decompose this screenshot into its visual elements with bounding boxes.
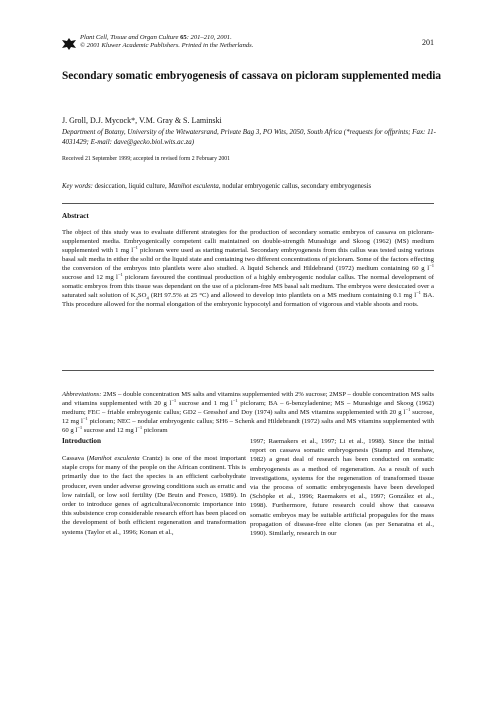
page-number: 201 [422,38,434,47]
abbreviations-label: Abbreviations: [62,391,102,398]
keywords-label: Key words: [62,183,93,190]
keywords-text-2: , nodular embryogenic callus, secondary embryogenesis [218,183,372,190]
publisher-logo-icon [62,38,76,50]
keywords-text: desiccation, liquid culture, [92,183,169,190]
divider-top [62,203,434,204]
journal-name: Plant Cell, Tissue and Organ Culture [80,34,179,41]
article-title: Secondary somatic embryogenesis of cassava on picloram supplemented media [62,70,442,82]
journal-pages: : 201–210, 2001. [186,34,232,41]
abstract-text: The object of this study was to evaluate different strategies for the production of secondary somatic embryos of cassava on picloram-supplemented media. Embryogenically competent calli maintained on double-strength Murashige and Skoog (1962) (MS) medium supplemented with 1 mg $l^{-1}$ picloram were used as starting material. Secondary embryogenesis from this callus was tested using various basal salt media in either the solid or the liquid state and containing two different concentrations of picloram. Some of the factors effecting the conversion of the embryos into plantlets were also studied. A liquid Schenck and Hildebrand (1972) medium containing 60 g $l^{-1}$ sucrose and 12 mg $l^{-1}$ picloram favoured the continual production of a highly embryogenic nodular callus. The normal development of somatic embryos from this tissue was dependant on the use of a picloram-free MS basal salt medium. The embryos were desiccated over a saturated salt solution of $K_2SO_4$ (RH 97.5% at 25 °C) and allowed to develop into plantlets on a MS medium containing 0.1 mg $l^{-1}$ BA. This procedure allowed for the normal elongation of the embryonic hypocotyl and formation of vigorous and viable shoots and roots. [62,229,434,309]
divider-bottom [62,370,434,371]
abbreviations: Abbreviations: 2MS – double concentration MS salts and vitamins supplemented with 2% sucrose; 2MSP – double concentration MS salts and vitamins supplemented with 20 g $l^{-1}$ sucrose and 1 mg $l^{-1}$ picloram; BA – 6-benzyladenine; MS – Murashige and Skoog (1962) medium; FEC – friable embryogenic callus; GD2 – Gresshof and Doy (1974) salts and MS vitamins supplemented with 20 g $l^{-1}$ sucrose, 12 mg $l^{-1}$ picloram; NEC – nodular embryogenic callus; SH6 – Schenk and Hildebrandt (1972) salts and MS vitamins supplemented with 60 g $l^{-1}$ sucrose and 12 mg $l^{-1}$ picloram [62,391,434,435]
keywords [62,182,442,191]
introduction-column-right: 1997; Raemakers et al., 1997; Li et al., 1998). Since the initial report on cassava somatic embryogenesis (Stamp and Henshaw, 1982) a great deal of research has been conducted on somatic embryogenesis as a method of regeneration. As a result of such investigations, systems for the regeneration of transformed tissue via the process of somatic embryogenesis have been developed (Schöpke et al., 1996; Raemakers et al., 1997; González et al., 1998). Furthermore, future research could show that cassava somatic embryos may be suitable artificial propagules for the mass propagation of disease-free elite clones (as per Senaratna et al., 1990). Similarly, research in our [250,438,434,538]
keywords-species: Manihot esculenta [168,183,219,190]
journal-volume: 65 [180,34,187,41]
author-list: J. Groll, D.J. Mycock*, V.M. Gray & S. Laminski [62,116,222,125]
received-dates: Received 21 September 1999; accepted in revised form 2 February 2001 [62,156,231,162]
journal-citation [80,34,253,51]
affiliation: Department of Botany, University of the Witwatersrand, Private Bag 3, PO Wits, 2050, South Africa (*requests for offprints; Fax: 11-4031429; E-mail: dave@gecko.biol.wits.ac.za) [62,128,436,146]
introduction-column-left: Cassava (Manihot esculenta Crantz) is one of the most important staple crops for many of the people on the African continent. This is primarily due to the fact the species is an efficient carbohydrate producer, even under adverse growing conditions such as erratic and low rainfall, or low soil fertility (De Bruin and Fresco, 1989). In order to introduce genes of agricultural/economic importance into this subsistence crop considerable research effort has been placed on the development of both efficient regeneration and transformation systems (Taylor et al., 1996; Konan et al., [62,455,246,536]
introduction-heading: Introduction [62,437,102,445]
publisher-line: © 2001 Kluwer Academic Publishers. Printed in the Netherlands. [80,42,254,50]
abstract-heading: Abstract [62,212,89,220]
